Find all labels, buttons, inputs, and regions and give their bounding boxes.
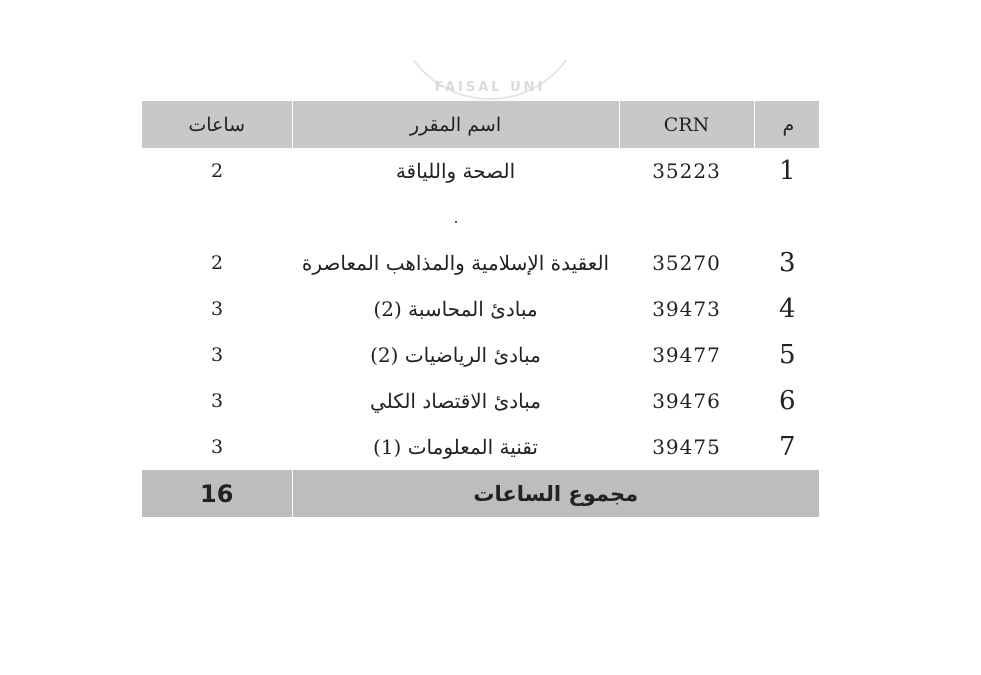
table-header-row: [142, 101, 819, 148]
row-hours: 2: [210, 160, 224, 182]
row-course-name: مبادئ الرياضيات (2): [370, 343, 541, 367]
row-crn: 39473: [652, 297, 721, 321]
header-course-name: اسم المقرر: [292, 101, 619, 148]
stray-dot: [292, 194, 619, 240]
row-crn: 39475: [652, 435, 721, 459]
row-hours: 2: [210, 252, 224, 274]
row-crn: 35270: [652, 251, 721, 275]
row-course-name: مبادئ الاقتصاد الكلي: [369, 389, 541, 413]
row-number: 7: [779, 432, 796, 462]
row-hours: 3: [210, 298, 224, 320]
table-row: [142, 378, 819, 424]
table-row: [142, 332, 819, 378]
table-row-blank: [142, 194, 819, 240]
table-footer-row: [142, 470, 819, 517]
row-number: 1: [779, 156, 796, 186]
row-number: 6: [779, 386, 796, 416]
row-hours: 3: [210, 390, 224, 412]
header-number: م: [754, 101, 819, 148]
total-hours-label: مجموع الساعات: [292, 470, 819, 517]
row-crn: 39477: [652, 343, 721, 367]
row-hours: 3: [210, 436, 224, 458]
table-row: [142, 424, 819, 470]
total-hours-value: 16: [142, 470, 292, 517]
row-crn: 39476: [652, 389, 721, 413]
row-hours: 3: [210, 344, 224, 366]
table-row: [142, 286, 819, 332]
row-number: 5: [779, 340, 796, 370]
table-row: [142, 148, 819, 194]
row-course-name: تقنية المعلومات (1): [373, 435, 538, 459]
row-crn: 35223: [652, 159, 721, 183]
row-course-name: مبادئ المحاسبة (2): [373, 297, 538, 321]
table-row: [142, 240, 819, 286]
header-hours: ساعات: [142, 101, 292, 148]
course-schedule-table: [142, 101, 819, 517]
university-seal-watermark: [395, 60, 585, 100]
seal-text: FAISAL UNI: [434, 80, 546, 95]
row-course-name: الصحة واللياقة: [395, 159, 516, 183]
row-number: 4: [779, 294, 796, 324]
row-number: 3: [779, 248, 796, 278]
header-crn: CRN: [619, 101, 754, 148]
row-course-name: العقيدة الإسلامية والمذاهب المعاصرة: [301, 251, 610, 275]
